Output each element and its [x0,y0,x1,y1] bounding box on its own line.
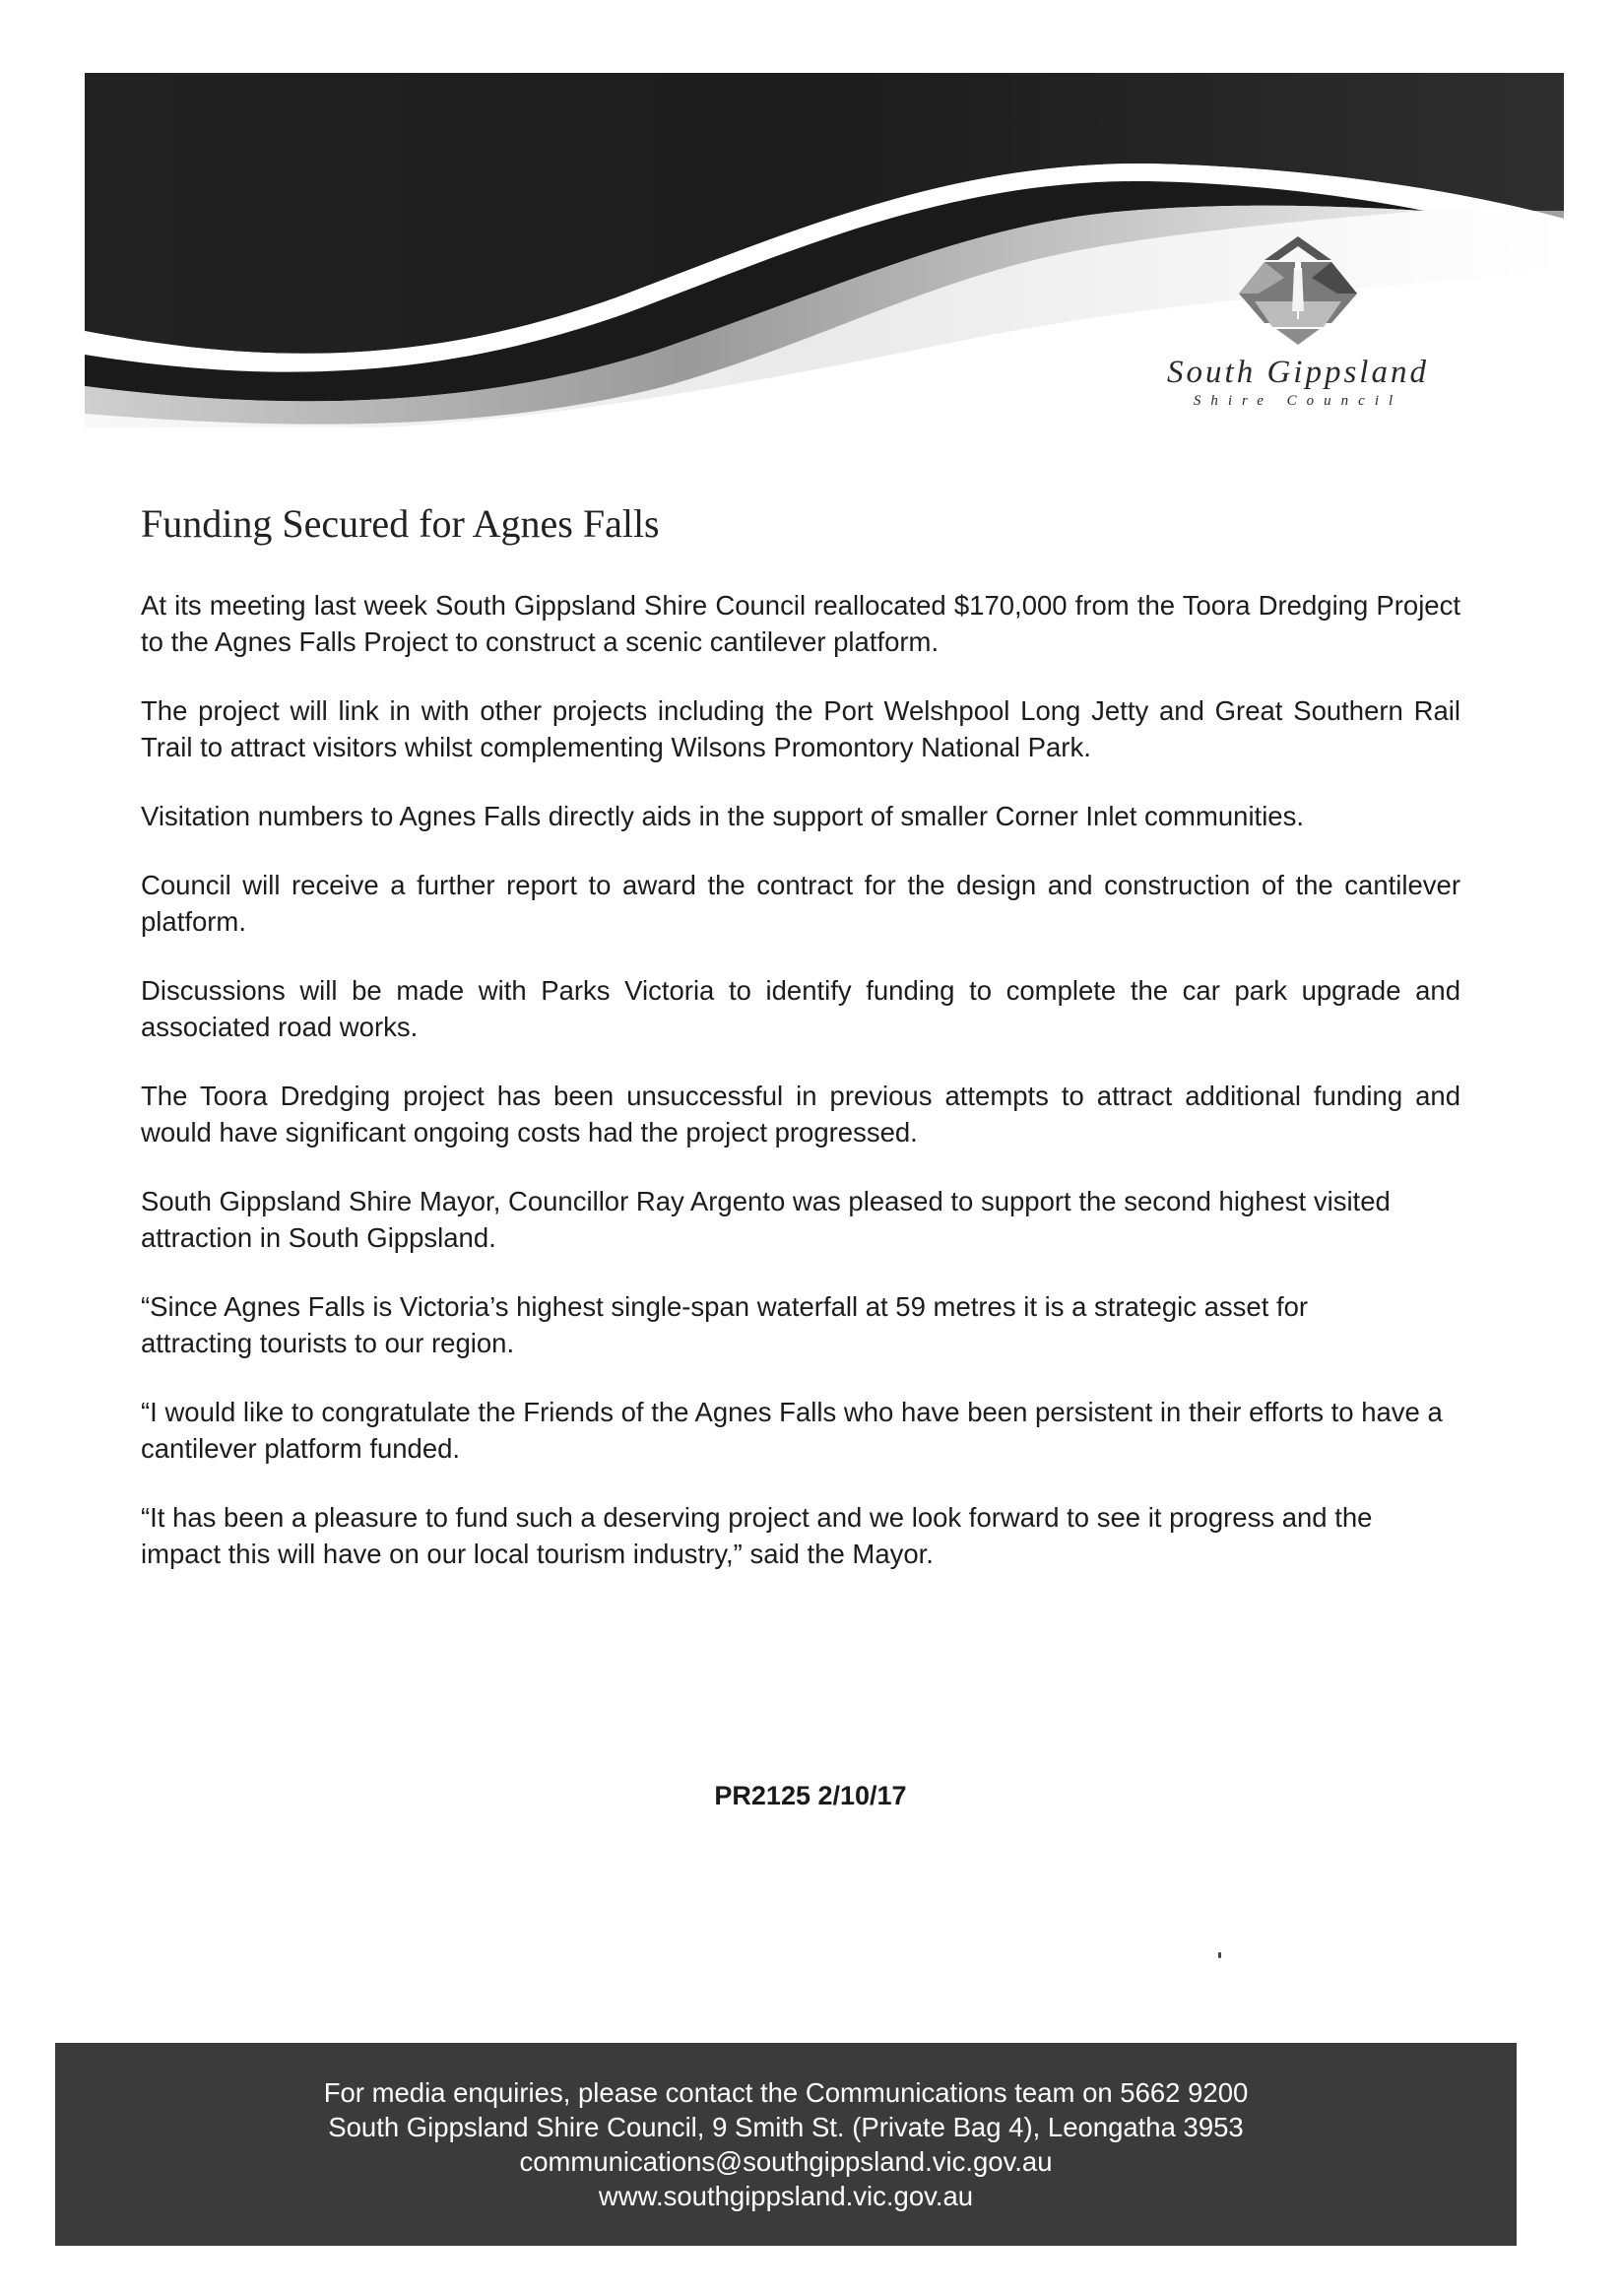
logo-subtitle: Shire Council [1193,393,1403,409]
footer-media-line: For media enquiries, please contact the Communications team on 5662 9200 [323,2077,1249,2108]
footer-website: www.southgippsland.vic.gov.au [598,2181,974,2211]
paragraph: The Toora Dredging project has been unsuccessful in previous attempts to attract additional funding and would have significant ongoing costs had the project progressed. [141,1081,1460,1148]
paragraph: South Gippsland Shire Mayor, Councillor Ray Argento was pleased to support the second highest visited attraction in South Gippsland. [141,1186,1391,1253]
paragraph: “It has been a pleasure to fund such a deserving project and we look forward to see it progress and the impact this will have on our local tourism industry,” said the Mayor. [141,1502,1373,1569]
press-release-reference: PR2125 2/10/17 [714,1781,907,1810]
logo-name: South Gippsland [1167,355,1429,390]
footer-contact-box [55,2043,1517,2246]
paragraph: Council will receive a further report to award the contract for the design and construction of the cantilever platform. [141,870,1460,937]
page-title: Funding Secured for Agnes Falls [141,501,660,546]
paragraph: “Since Agnes Falls is Victoria’s highest single-span waterfall at 59 metres it is a strategic asset for attracting tourists to our region. [141,1291,1309,1358]
paragraph: Discussions will be made with Parks Victoria to identify funding to complete the car park upgrade and associated road works. [141,975,1460,1042]
logo-emblem-icon [1229,232,1367,349]
paragraph: Visitation numbers to Agnes Falls directly aids in the support of smaller Corner Inlet communities. [141,801,1304,831]
scan-speck [1218,1952,1221,1958]
council-logo [1150,232,1446,429]
footer-address-line: South Gippsland Shire Council, 9 Smith St. (Private Bag 4), Leongatha 3953 [328,2112,1244,2142]
footer-email: communications@southgippsland.vic.gov.au [519,2146,1053,2177]
article-body [141,587,1460,1605]
paragraph: At its meeting last week South Gippsland Shire Council reallocated $170,000 from the Toora Dredging Project to the Agnes Falls Project to construct a scenic cantilever platform. [141,590,1460,657]
paragraph: “I would like to congratulate the Friends of the Agnes Falls who have been persistent in their efforts to have a cantilever platform funded. [141,1397,1443,1464]
paragraph: The project will link in with other projects including the Port Welshpool Long Jetty and Great Southern Rail Trail to attract visitors whilst complementing Wilsons Promontory National Park. [141,695,1460,762]
